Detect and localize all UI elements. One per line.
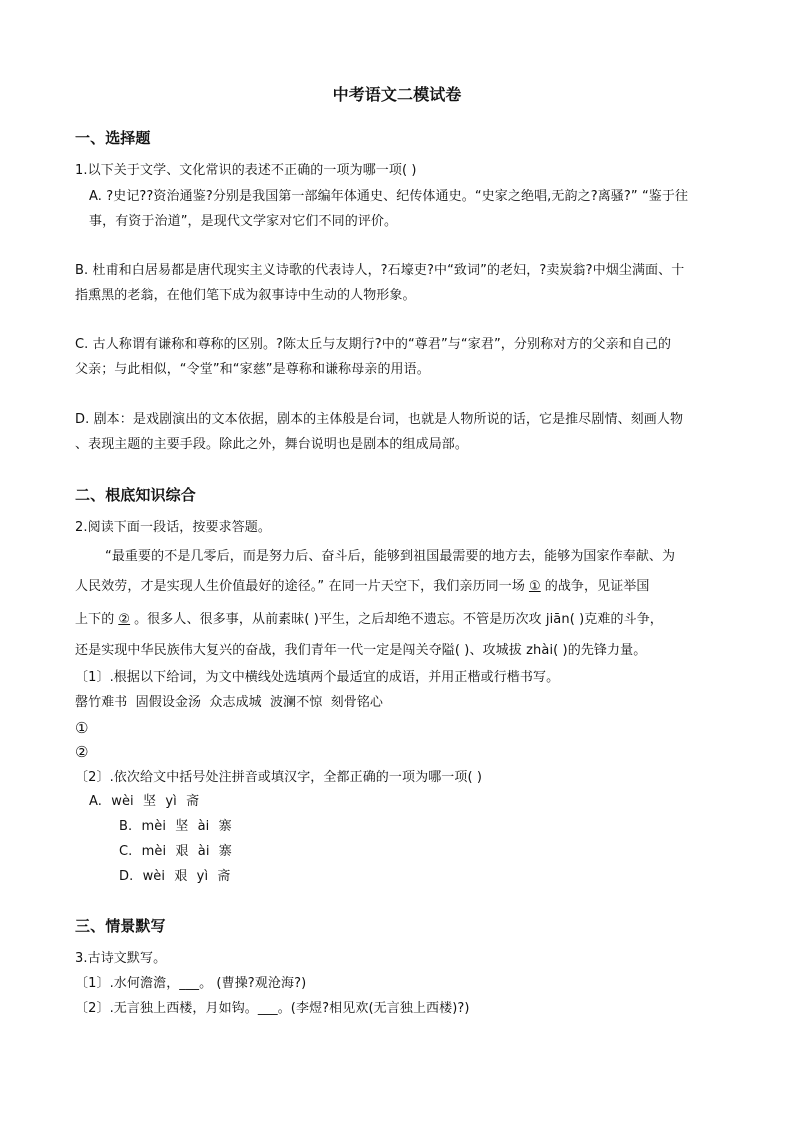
q1-option-a-line2: 事，有资于治道”，是现代文学家对它们不同的评价。 [89,214,398,229]
q2-sub2-option-c: C. mèi 艰 ài 寨 [119,844,232,859]
q2-sub2-stem: 〔2〕.依次给文中括号处注拼音或填汉字，全都正确的一项为哪一项( ) [75,770,483,785]
q1-option-a-line1: A. ?史记??资治通鉴?分别是我国第一部编年体通史、纪传体通史。“史家之绝唱,无韵之?离骚?” “鉴于往 [89,189,689,204]
q1-option-b-line1: B. 杜甫和白居易都是唐代现实主义诗歌的代表诗人，?石壕吏?中“致词”的老妇，?卖炭翁?中烟尘满面、十 [75,263,685,278]
answer-slot-2: ② [75,743,89,761]
section-2-heading: 二、根底知识综合 [75,486,196,504]
answer-slot-1: ① [75,719,89,737]
q3-item-2: 〔2〕.无言独上西楼，月如钩。___。(李煜?相见欢(无言独上西楼)?) [75,1001,470,1016]
q2-sub1-stem: 〔1〕.根据以下给词，为文中横线处选填两个最适宜的成语，并用正楷或行楷书写。 [75,670,560,685]
q2-passage-line2: 人民效劳，才是实现人生价值最好的途径。” 在同一片天空下，我们亲历同一场 ① 的战争，见证举国 [75,579,650,594]
section-3-heading: 三、情景默写 [75,917,166,935]
q2-stem: 2.阅读下面一段话，按要求答题。 [75,520,272,535]
q1-option-d-line1: D. 剧本：是戏剧演出的文本依据，剧本的主体般是台词，也就是人物所说的话，它是推尽剧情、刻画人物 [75,412,684,427]
q1-option-d-line2: 、表现主题的主要手段。除此之外，舞台说明也是剧本的组成局部。 [75,437,469,452]
q1-option-b-line2: 指熏黑的老翁，在他们笔下成为叙事诗中生动的人物形象。 [75,288,416,303]
q2-sub2-option-b: B. mèi 坚 ài 寨 [119,819,232,834]
blank-1: ① [528,579,541,594]
q3-stem: 3.古诗文默写。 [75,951,167,966]
q2-passage-line4: 还是实现中华民族伟大复兴的奋战，我们青年一代一定是闯关夺隘( )、攻城拔 zhài( )的先锋力量。 [75,643,647,658]
q1-option-c-line1: C. 古人称谓有谦称和尊称的区别。?陈太丘与友期行?中的“尊君”与“家君”，分别称对方的父亲和自己的 [75,337,672,352]
q1-stem: 1.以下关于文学、文化常识的表述不正确的一项为哪一项( ) [75,163,417,178]
q3-item-1: 〔1〕.水何澹澹，___。 (曹操?观沧海?) [75,976,307,991]
q2-passage-line1: “最重要的不是几零后，而是努力后、奋斗后，能够到祖国最需要的地方去，能够为国家作奉献、为 [105,549,676,564]
q1-option-c-line2: 父亲；与此相似，“令堂”和“家慈”是尊称和谦称母亲的用语。 [75,362,430,377]
section-1-heading: 一、选择题 [75,129,151,147]
q2-sub2-option-a: A. wèi 坚 yì 斋 [89,794,200,809]
page-title: 中考语文二模试卷 [332,85,462,104]
blank-2: ② [118,612,131,627]
q2-idiom-list: 罄竹难书 固假设金汤 众志成城 波澜不惊 刻骨铭心 [75,695,384,710]
q2-passage-line3: 上下的 ② 。很多人、很多事，从前素昧( )平生，之后却绝不遗忘。不管是历次攻 jiān( )克难的斗争， [75,612,663,627]
q2-sub2-option-d: D. wèi 艰 yì 斋 [119,869,231,884]
